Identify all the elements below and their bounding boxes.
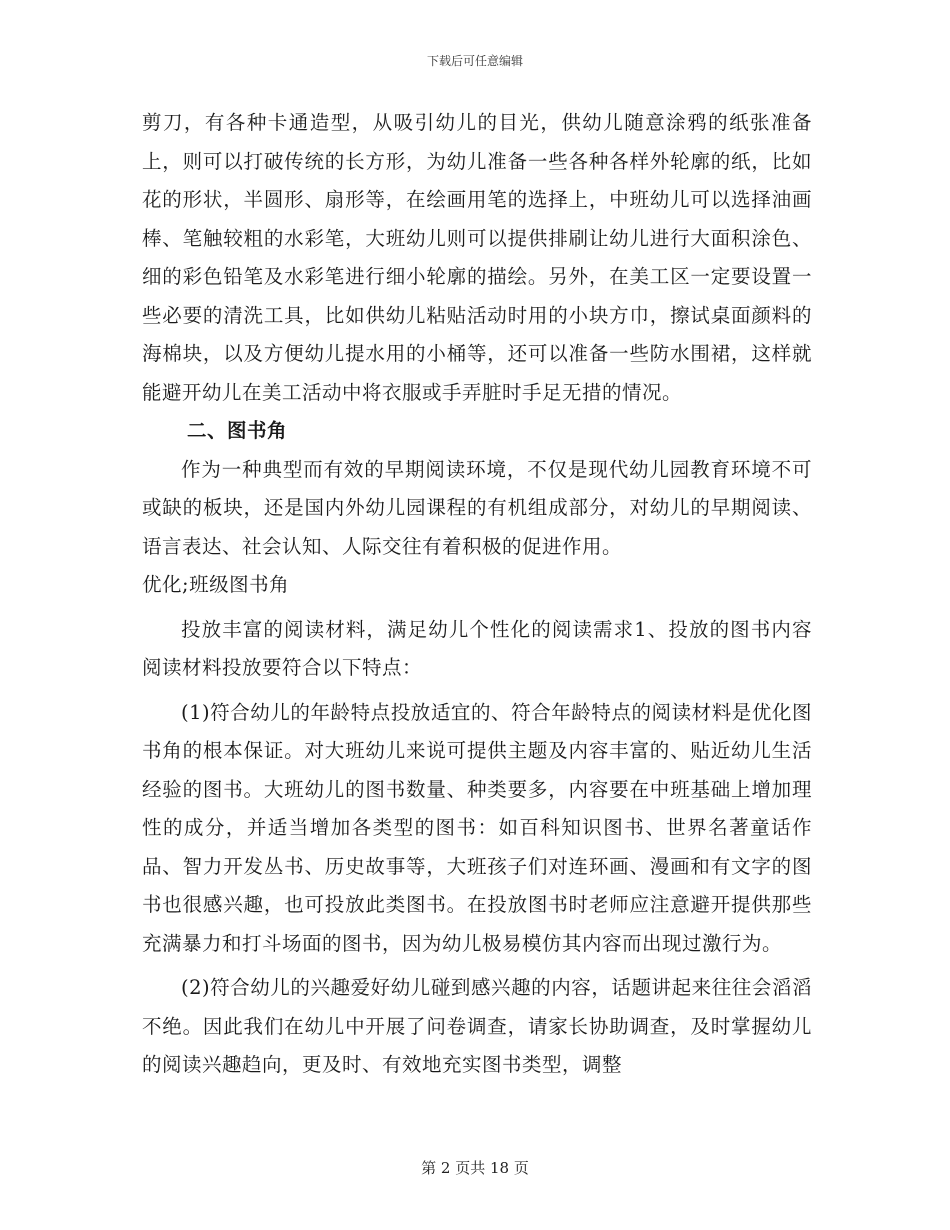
document-body: [142, 104, 812, 1085]
page-header: 下载后可任意编辑: [426, 54, 523, 68]
paragraph-age-characteristics: (1)符合幼儿的年龄特点投放适宜的、符合年龄特点的阅读材料是优化图书角的根本保证。对大班幼儿来说可提供主题及内容丰富的、贴近幼儿生活经验的图书。大班幼儿的图书数量、种类要多，内容要在中班基础上增加理性的成分，并适当增加各类型的图书：如百科知识图书、世界名著童话作品、智力开发丛书、历史故事等，大班孩子们对连环画、漫画和有文字的图书也很感兴趣，也可投放此类图书。在投放图书时老师应注意避开提供那些充满暴力和打斗场面的图书，因为幼儿极易模仿其内容而出现过激行为。: [142, 700, 812, 955]
paragraph-interests: (2)符合幼儿的兴趣爱好幼儿碰到感兴趣的内容，话题讲起来往往会滔滔不绝。因此我们在幼儿中开展了问卷调查，请家长协助调查，及时掌握幼儿的阅读兴趣趋向，更及时、有效地充实图书类型，调整: [142, 976, 812, 1076]
paragraph-reading-materials: 投放丰富的阅读材料，满足幼儿个性化的阅读需求1、投放的图书内容阅读材料投放要符合以下特点：: [142, 617, 812, 679]
paragraph-art-tools: 剪刀，有各种卡通造型，从吸引幼儿的目光，供幼儿随意涂鸦的纸张准备上，则可以打破传统的长方形，为幼儿准备一些各种各样外轮廓的纸，比如花的形状，半圆形、扇形等，在绘画用笔的选择上，中班幼儿可以选择油画棒、笔触较粗的水彩笔，大班幼儿则可以提供排刷让幼儿进行大面积涂色、细的彩色铅笔及水彩笔进行细小轮廓的描绘。另外，在美工区一定要设置一些必要的清洗工具，比如供幼儿粘贴活动时用的小块方巾，擦试桌面颜料的海棉块，以及方便幼儿提水用的小桶等，还可以准备一些防水围裙，这样就能避开幼儿在美工活动中将衣服或手弄脏时手足无措的情况。: [142, 111, 812, 404]
paragraph-reading-environment: 作为一种典型而有效的早期阅读环境，不仅是现代幼儿园教育环境不可或缺的板块，还是国内外幼儿园课程的有机组成部分，对幼儿的早期阅读、语言表达、社会认知、人际交往有着积极的促进作用。: [142, 457, 812, 558]
page-number-footer: 第 2 页共 18 页: [421, 1159, 529, 1177]
section-heading-book-corner: 二、图书角: [187, 419, 288, 442]
paragraph-optimize-book-corner: 优化;班级图书角: [142, 573, 290, 596]
